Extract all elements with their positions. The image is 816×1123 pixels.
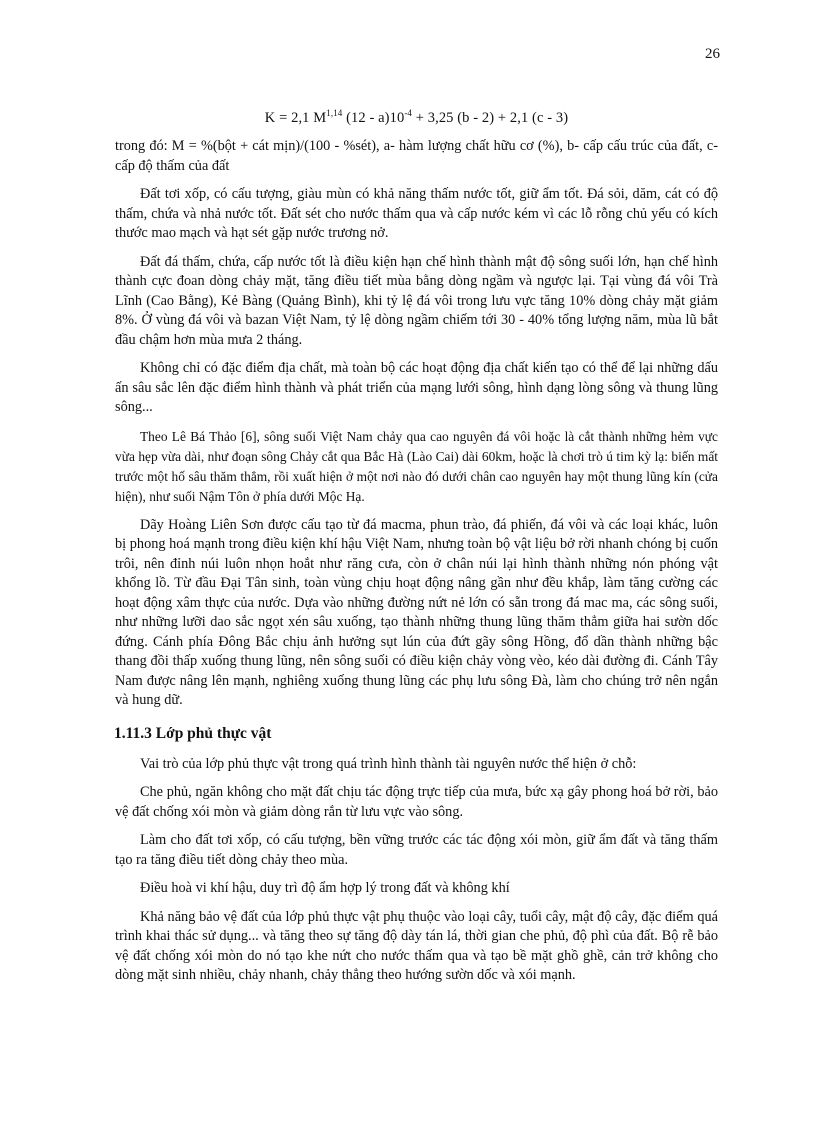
paragraph-le-ba-thao: Theo Lê Bá Thảo [6], sông suối Việt Nam chảy qua cao nguyên đá vôi hoặc là cắt thành những hẻm vực vừa hẹp vừa dài, như đoạn sông Chảy cắt qua Bắc Hà (Lào Cai) dài 60km, hoặc là chơi trò ú tim kỳ lạ: biến mất trước một hố sâu thăm thẳm, rồi xuất hiện ở một nơi nào đó dưới chân cao nguyên hay một thung lũng kín (cửa hiện), như suối Nậm Tôn ở phía dưới Mộc Hạ.: [115, 428, 718, 504]
formula-mid: (12 - a)10: [342, 110, 405, 126]
formula-explanation: trong đó: M = %(bột + cát mịn)/(100 - %sét), a- hàm lượng chất hữu cơ (%), b- cấp cấu trúc của đất, c- cấp độ thấm của đất: [115, 138, 718, 174]
paragraph-hoang-lien-son: Dãy Hoàng Liên Sơn được cấu tạo từ đá macma, phun trào, đá phiến, đá vôi và các loại khác, luôn bị phong hoá mạnh trong điều kiện khí hậu Việt Nam, nhưng toàn bộ vật liệu bở rời nhanh chóng bị cuốn trôi, nên đỉnh núi luôn nhọn hoắt như răng cưa, còn ở chân núi lại hình thành những nón phóng vật khổng lồ. Từ đầu Đại Tân sinh, toàn vùng chịu hoạt động nâng gần như đều khắp, làm tăng cường các hoạt động xâm thực của nước. Dựa vào những đường nứt nẻ lớn có sẵn trong đá mac ma, các sông suối, như những lưỡi dao sắc ngọt xén sâu xuống, tạo thành những thung lũng thăm thẳm giữa hai sườn dốc đứng. Cánh phía Đông Bắc chịu ảnh hưởng sụt lún của đứt gãy sông Hồng, đổ dần thành những bậc thang đồi thấp xuống thung lũng, nên sông suối có điều kiện chảy vòng vèo, kéo dài đường đi. Cánh Tây Nam được nâng lên mạnh, nghiêng xuống thung lũng các phụ lưu sông Đà, làm cho chúng trở nên ngắn và hung dữ.: [115, 516, 718, 708]
paragraph-tectonics: Không chỉ có đặc điểm địa chất, mà toàn bộ các hoạt động địa chất kiến tạo có thể để lại những dấu ấn sâu sắc lên đặc điểm hình thành và phát triển của mạng lưới sông, hình dạng lòng sông và thung lũng sông...: [115, 360, 718, 415]
paragraph-vegetation-role: Vai trò của lớp phủ thực vật trong quá trình hình thành tài nguyên nước thể hiện ở chỗ:: [140, 755, 637, 772]
paragraph-vegetation-protection: Khả năng bảo vệ đất của lớp phủ thực vật phụ thuộc vào loại cây, tuổi cây, mật độ cây, đặc điểm quá trình khai thác sử dụng... và tăng theo sự tăng độ dày tán lá, thời gian che phủ, độ phì của đất. Bộ rễ bảo vệ đất chống xói mòn do nó tạo khe nứt cho nước thấm qua và tạo bề mặt ghồ ghề, cản trở không cho dòng mặt sinh nhiều, chảy nhanh, chảy thẳng theo hướng sườn dốc và xói mạnh.: [115, 908, 718, 983]
formula-tail: + 3,25 (b - 2) + 2,1 (c - 3): [412, 110, 569, 126]
paragraph-vegetation-cover: Che phủ, ngăn không cho mặt đất chịu tác động trực tiếp của mưa, bức xạ gây phong hoá bở rời, bảo vệ đất chống xói mòn và giảm dòng rắn từ lưu vực vào sông.: [115, 784, 718, 820]
formula-lead: K = 2,1 M: [264, 110, 327, 126]
paragraph-permeable-rock: Đất đá thấm, chứa, cấp nước tốt là điều kiện hạn chế hình thành mật độ sông suối lớn, hạn chế hình thành cực đoan dòng chảy mặt, tăng điều tiết mùa bằng dòng ngầm và ngược lại. Tại vùng đá vôi Trà Lĩnh (Cao Bằng), Kẻ Bàng (Quảng Bình), khi tỷ lệ đá vôi trong lưu vực tăng 10% dòng chảy mặt giảm 8%. Ở vùng đá vôi và bazan Việt Nam, tỷ lệ dòng ngầm chiếm tới 30 - 40% tổng lượng năm, mùa lũ bắt đầu chậm hơn mùa mưa 2 tháng.: [115, 253, 718, 348]
formula-exponent-2: -4: [404, 108, 413, 119]
formula-exponent-1: 1,14: [326, 108, 343, 119]
paragraph-vegetation-soil: Làm cho đất tơi xốp, có cấu tượng, bền vững trước các tác động xói mòn, giữ ẩm đất và tăng thấm tạo ra tăng điều tiết dòng chảy theo mùa.: [115, 832, 718, 868]
formula: [115, 110, 718, 127]
section-heading: 1.11.3 Lớp phủ thực vật: [114, 724, 272, 742]
paragraph-vegetation-climate: Điều hoà vi khí hậu, duy trì độ ẩm hợp lý trong đất và không khí: [140, 880, 510, 896]
page-body: [115, 110, 718, 995]
paragraph-soil-porosity: Đất tơi xốp, có cấu tượng, giàu mùn có khả năng thấm nước tốt, giữ ẩm tốt. Đá sỏi, dăm, cát có độ thấm, chứa và nhả nước tốt. Đất sét cho nước thấm qua và cấp nước kém vì các lỗ rỗng chủ yếu có kích thước mao mạch và hạt sét gặp nước trương nở.: [115, 186, 718, 241]
page-number: 26: [705, 46, 720, 62]
